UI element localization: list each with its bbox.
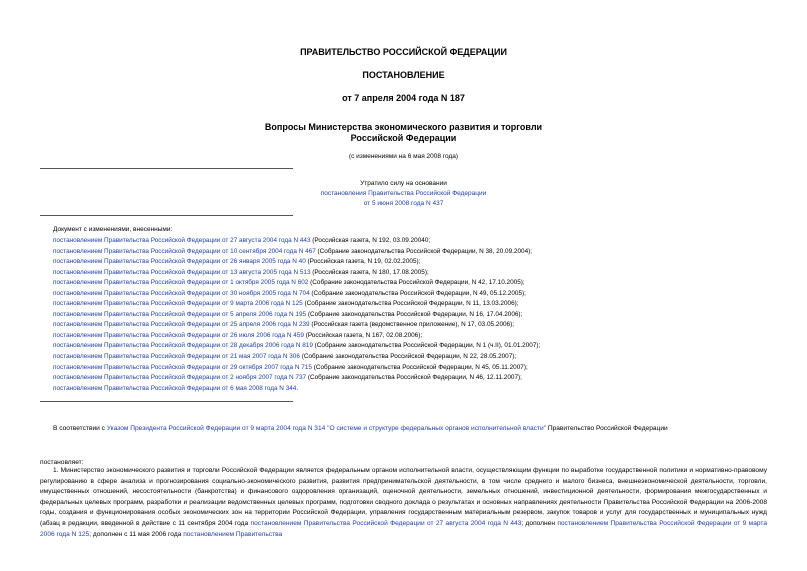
amendment-link[interactable]: постановлением Правительства Российской Федерации от 29 октября 2007 года N 715 — [53, 363, 312, 371]
amendment-source: (Собрание законодательства Российской Федерации, N 46, 12.11.2007); — [306, 374, 522, 382]
amendment-source: (Собрание законодательства Российской Федерации, N 1 (ч.II), 01.01.2007); — [312, 342, 541, 350]
preamble-suffix: Правительство Российской Федерации — [545, 425, 668, 432]
paragraph-1 — [40, 466, 767, 540]
paragraph-1-mid-2: ; дополнен с 11 мая 2006 года — [89, 530, 184, 538]
amendment-item — [53, 247, 540, 258]
government-heading: ПРАВИТЕЛЬСТВО РОССИЙСКОЙ ФЕДЕРАЦИИ — [300, 47, 507, 57]
divider-amendments — [40, 401, 293, 402]
amendment-link[interactable]: постановлением Правительства Российской Федерации от 5 апреля 2006 года N 195 — [53, 310, 307, 318]
amendments-list — [53, 236, 540, 394]
expired-link-line-2[interactable]: от 5 июня 2008 года N 437 — [363, 200, 444, 207]
amendment-link[interactable]: постановлением Правительства Российской Федерации от 26 января 2005 года N 40 — [53, 258, 306, 266]
amendment-source: (Собрание законодательства Российской Федерации, N 38, 20.09.2004); — [315, 247, 533, 255]
amendment-link[interactable]: постановлением Правительства Российской Федерации от 30 ноября 2005 года N 704 — [53, 289, 310, 297]
amendment-source: (Собрание законодательства Российской Федерации, N 49, 05.12.2005); — [309, 289, 526, 297]
preamble-prefix: В соответствии с — [53, 425, 107, 432]
amendment-item — [53, 384, 540, 395]
paragraph-1-link-1[interactable]: постановлением Правительства Российской Федерации от 27 августа 2004 года N 443 — [250, 519, 522, 527]
amendment-source: . — [296, 384, 299, 392]
date-number-heading: от 7 апреля 2004 года N 187 — [342, 93, 465, 103]
amendment-item — [53, 299, 540, 310]
amendment-source: (Собрание законодательства Российской Федерации, N 22, 28.05.2007); — [299, 353, 517, 361]
amendment-item — [53, 268, 540, 279]
amendment-item — [53, 310, 540, 321]
amendments-title: Документ с изменениями, внесенными: — [53, 226, 173, 233]
amendment-source: (Собрание законодательства Российской Федерации, N 16, 17.04.2006); — [306, 310, 523, 318]
amendment-item — [53, 278, 540, 289]
amendment-link[interactable]: постановлением Правительства Российской Федерации от 26 июля 2006 года N 459 — [53, 331, 304, 339]
amendment-source: (Собрание законодательства Российской Федерации, N 42, 17.10.2005); — [308, 279, 525, 287]
preamble-decree-link[interactable]: Указом Президента Российской Федерации от 9 марта 2004 года N 314 "О системе и структуре федеральных органов исполнительной власти" — [106, 425, 546, 432]
paragraph-1-text: 1. Министерство экономического развития и торговли Российской Федерации является федеральным органом исполнительной власти, осуществляющим функции по выработке государственной политики и нормативно-правовому регулированию в сфере анализа и прогнозирования социально-экономического развития, развития предпринимательской деятельности, в том числе среднего и малого бизнеса, внешнеэкономической деятельности, торговли, имущественных отношений, несостоятельности (банкротства) и финансового оздоровления организаций, оценочной деятельности, земельных отношений, инвестиционной деятельности, формирования межгосударственных и федеральных целевых программ, разработки и реализации ведомственных целевых программ, подготовки сводного доклада о результатах и основных направлениях деятельности Правительства Российской Федерации на 2006-2008 годы, создания и функционирования особых экономических зон на территории Российской Федерации, управления государственным материальным резервом, закупок товаров и услуг для государственных и муниципальных нужд (абзац в редакции, введенной в действие с 11 сентября 2004 года — [40, 467, 767, 527]
amendment-item — [53, 352, 540, 363]
amendment-link[interactable]: постановлением Правительства Российской Федерации от 25 апреля 2006 года N 239 — [53, 321, 310, 329]
amendment-item — [53, 363, 540, 374]
divider-top — [40, 168, 293, 169]
doc-type-heading: ПОСТАНОВЛЕНИЕ — [362, 70, 445, 80]
amendment-link[interactable]: постановлением Правительства Российской Федерации от 10 сентября 2004 года N 467 — [53, 247, 316, 255]
amendment-item — [53, 289, 540, 300]
amendment-link[interactable]: постановлением Правительства Российской Федерации от 1 октября 2005 года N 602 — [53, 279, 309, 287]
expired-note: Утратило силу на основании — [360, 180, 447, 187]
title-line-2: Российской Федерации — [350, 133, 457, 143]
changes-note: (с изменениями на 6 мая 2008 года) — [348, 153, 459, 160]
amendment-source: (Российская газета, N 180, 17.08.2005); — [310, 268, 429, 276]
amendment-link[interactable]: постановлением Правительства Российской Федерации от 9 марта 2006 года N 125 — [53, 300, 303, 308]
postanovlyaet-label: постановляет: — [40, 459, 84, 466]
title-line-1: Вопросы Министерства экономического развития и торговли — [264, 122, 543, 132]
amendment-item — [53, 341, 540, 352]
amendment-link[interactable]: постановлением Правительства Российской Федерации от 6 мая 2008 года N 344 — [53, 384, 297, 392]
amendment-source: (Собрание законодательства Российской Федерации, N 11, 13.03.2006); — [302, 300, 519, 308]
divider-expired — [40, 215, 293, 216]
amendment-source: (Российская газета, N 167, 02.08.2006); — [303, 331, 423, 339]
amendment-source: (Российская газета, N 192, 03.09.20040; — [310, 237, 431, 244]
amendment-source: (Собрание законодательства Российской Федерации, N 45, 05.11.2007); — [311, 363, 528, 371]
amendment-item — [53, 320, 540, 331]
amendment-link[interactable]: постановлением Правительства Российской Федерации от 21 мая 2007 года N 306 — [53, 353, 300, 361]
paragraph-1-link-3[interactable]: постановлением Правительства — [183, 530, 283, 538]
paragraph-1-mid-1: ; дополнен — [521, 519, 558, 527]
amendment-item — [53, 373, 540, 384]
expired-link-line-1[interactable]: постановления Правительства Российской Федерации — [320, 190, 487, 197]
amendment-link[interactable]: постановлением Правительства Российской Федерации от 28 декабря 2006 года N 819 — [53, 342, 313, 350]
amendment-link[interactable]: постановлением Правительства Российской Федерации от 27 августа 2004 года N 443 — [53, 237, 311, 244]
amendment-item — [53, 236, 540, 247]
amendment-source: (Российская газета (ведомственное приложение), N 17, 03.05.2006); — [309, 321, 515, 329]
amendment-link[interactable]: постановлением Правительства Российской Федерации от 13 августа 2005 года N 513 — [53, 268, 311, 276]
amendment-link[interactable]: постановлением Правительства Российской Федерации от 2 ноября 2007 года N 737 — [53, 374, 307, 382]
preamble — [53, 425, 668, 432]
amendment-item — [53, 257, 540, 268]
amendment-source: (Российская газета, N 19, 02.02.2005); — [305, 258, 421, 266]
paragraph-1-link-2[interactable]: постановлением Правительства Российской Федерации от 9 марта 2006 года N 125 — [40, 519, 767, 538]
amendment-item — [53, 331, 540, 342]
